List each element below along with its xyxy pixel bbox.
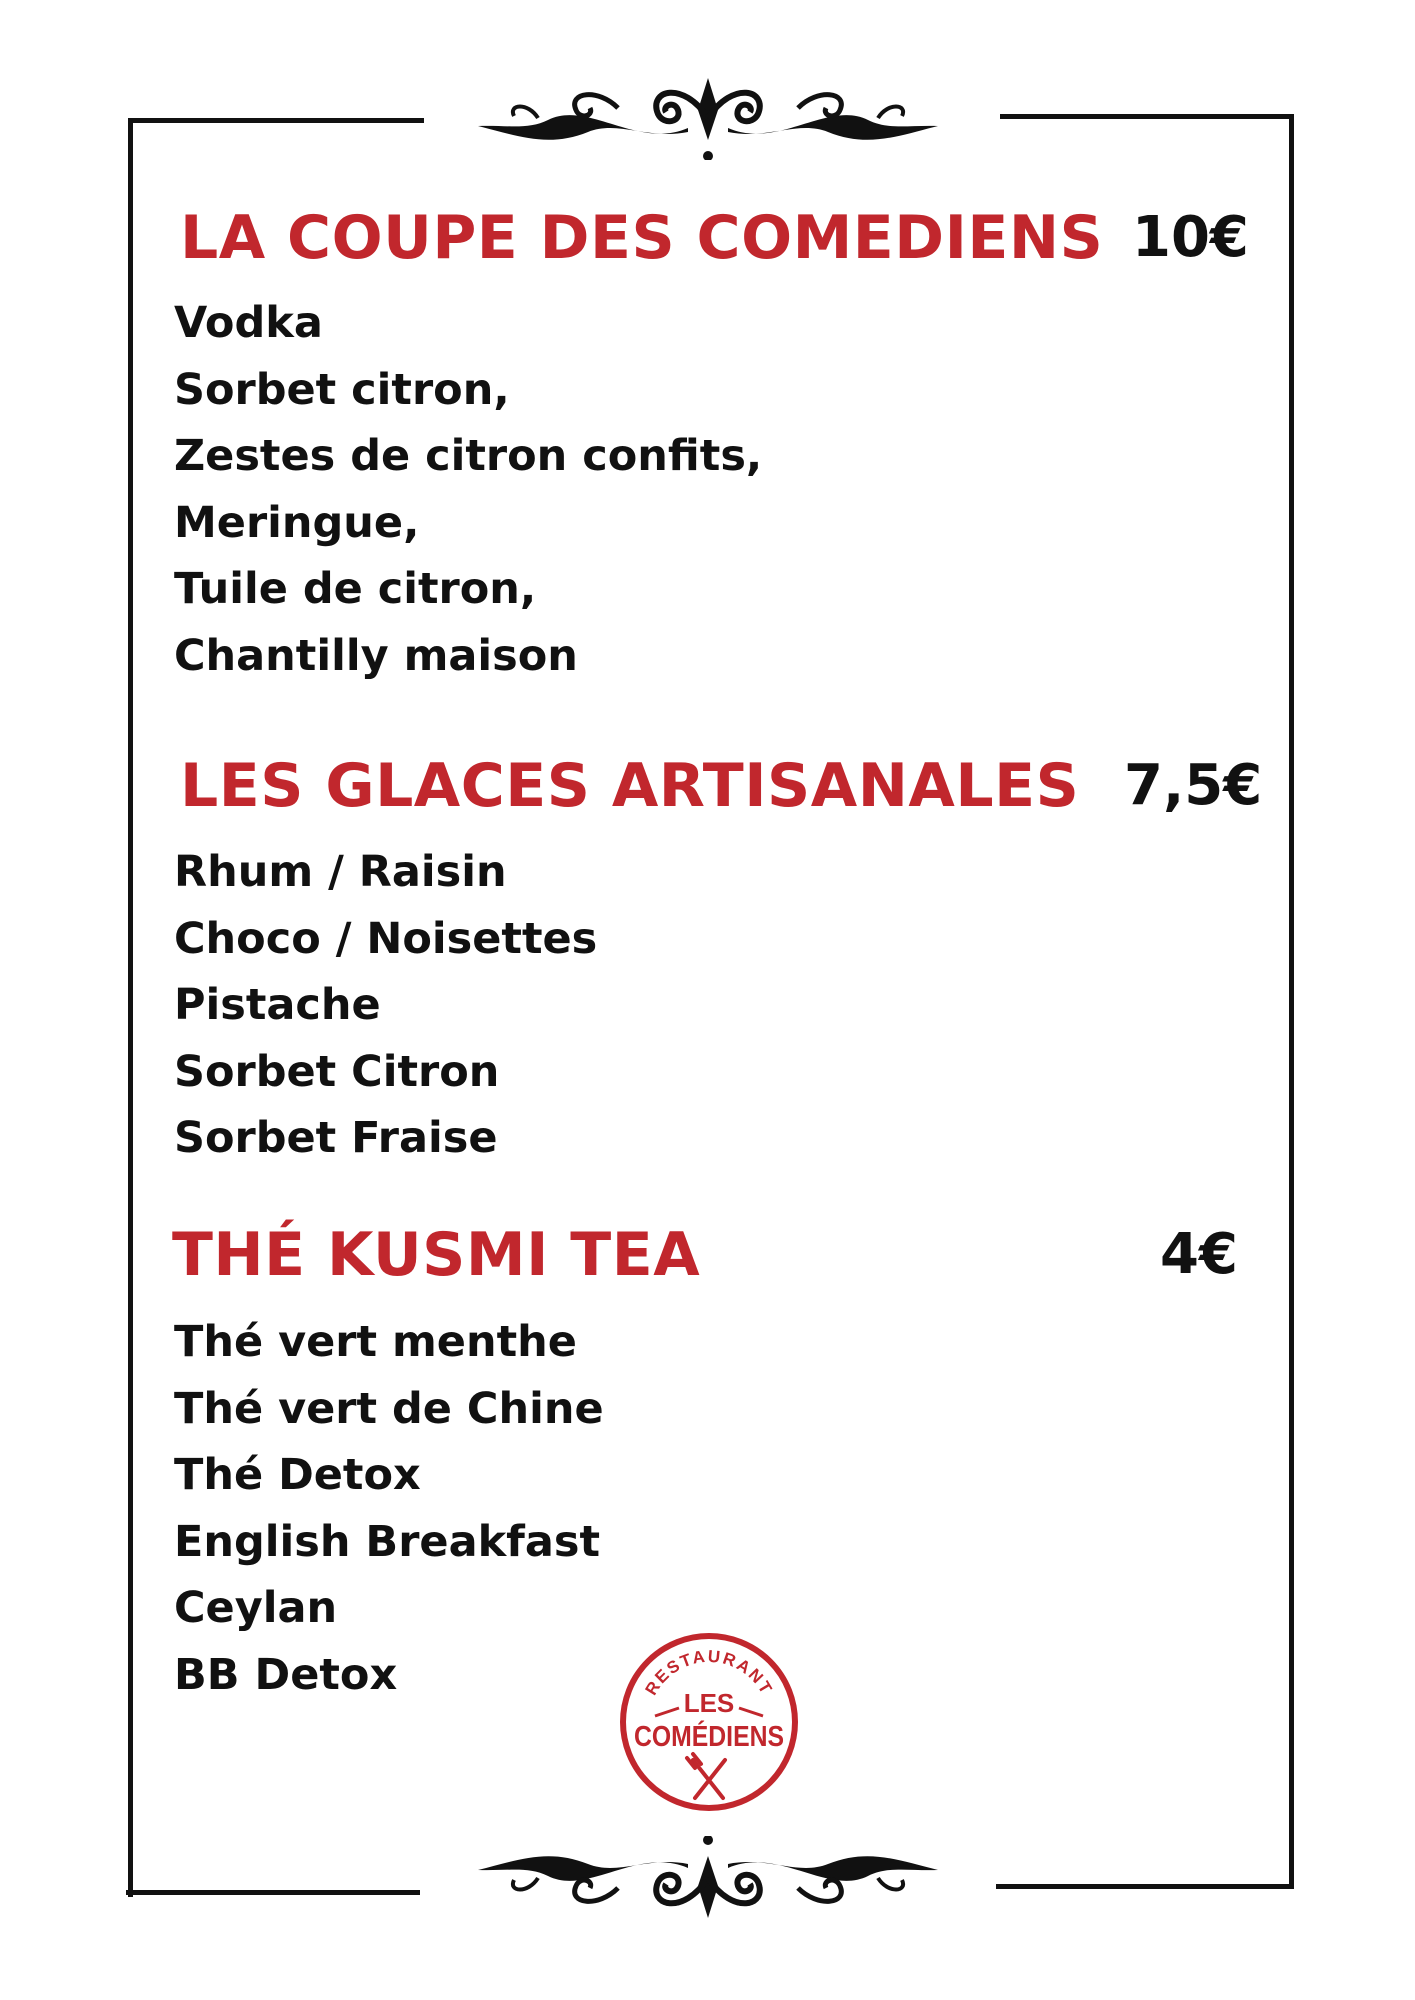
frame-top-left: [128, 118, 424, 123]
list-item: Chantilly maison: [174, 630, 578, 681]
section-title: LES GLACES ARTISANALES: [180, 751, 1080, 821]
list-item: Meringue,: [174, 497, 420, 548]
price: 10€: [1132, 205, 1249, 270]
list-item: Sorbet citron,: [174, 364, 510, 415]
list-item: Sorbet Fraise: [174, 1113, 498, 1163]
list-item: Thé Detox: [174, 1450, 421, 1500]
logo-top-text: RESTAURANT: [641, 1646, 777, 1699]
item-list: [174, 839, 597, 1172]
list-item: Sorbet Citron: [174, 1046, 500, 1097]
price: 7,5€: [1124, 753, 1263, 818]
list-item: Rhum / Raisin: [174, 847, 507, 897]
list-item: Thé vert menthe: [174, 1317, 577, 1367]
list-item: Thé vert de Chine: [174, 1383, 604, 1434]
section-title: THÉ KUSMI TEA: [172, 1220, 701, 1290]
frame-left: [128, 118, 133, 1897]
flourish-ornament-icon: [468, 70, 948, 160]
list-item: Ceylan: [174, 1583, 338, 1633]
item-list: [174, 1309, 604, 1708]
logo-line1: LES: [683, 1688, 735, 1718]
list-item: Vodka: [174, 298, 323, 348]
frame-right: [1289, 114, 1294, 1889]
list-item: Tuile de citron,: [174, 564, 537, 614]
restaurant-logo: [617, 1630, 801, 1814]
list-item: Choco / Noisettes: [174, 913, 598, 964]
logo-line2: COMÉDIENS: [634, 1721, 801, 1753]
list-item: Pistache: [174, 980, 381, 1030]
price: 4€: [1160, 1222, 1238, 1287]
frame-bottom-right: [996, 1884, 1294, 1889]
list-item: English Breakfast: [174, 1516, 601, 1567]
frame-top-right: [1000, 114, 1294, 119]
flourish-ornament-icon: [468, 1836, 948, 1926]
list-item: Zestes de citron confits,: [174, 431, 763, 481]
frame-bottom-left: [126, 1890, 420, 1895]
list-item: BB Detox: [174, 1649, 398, 1700]
item-list: [174, 290, 762, 689]
section-title: LA COUPE DES COMEDIENS: [180, 203, 1104, 273]
